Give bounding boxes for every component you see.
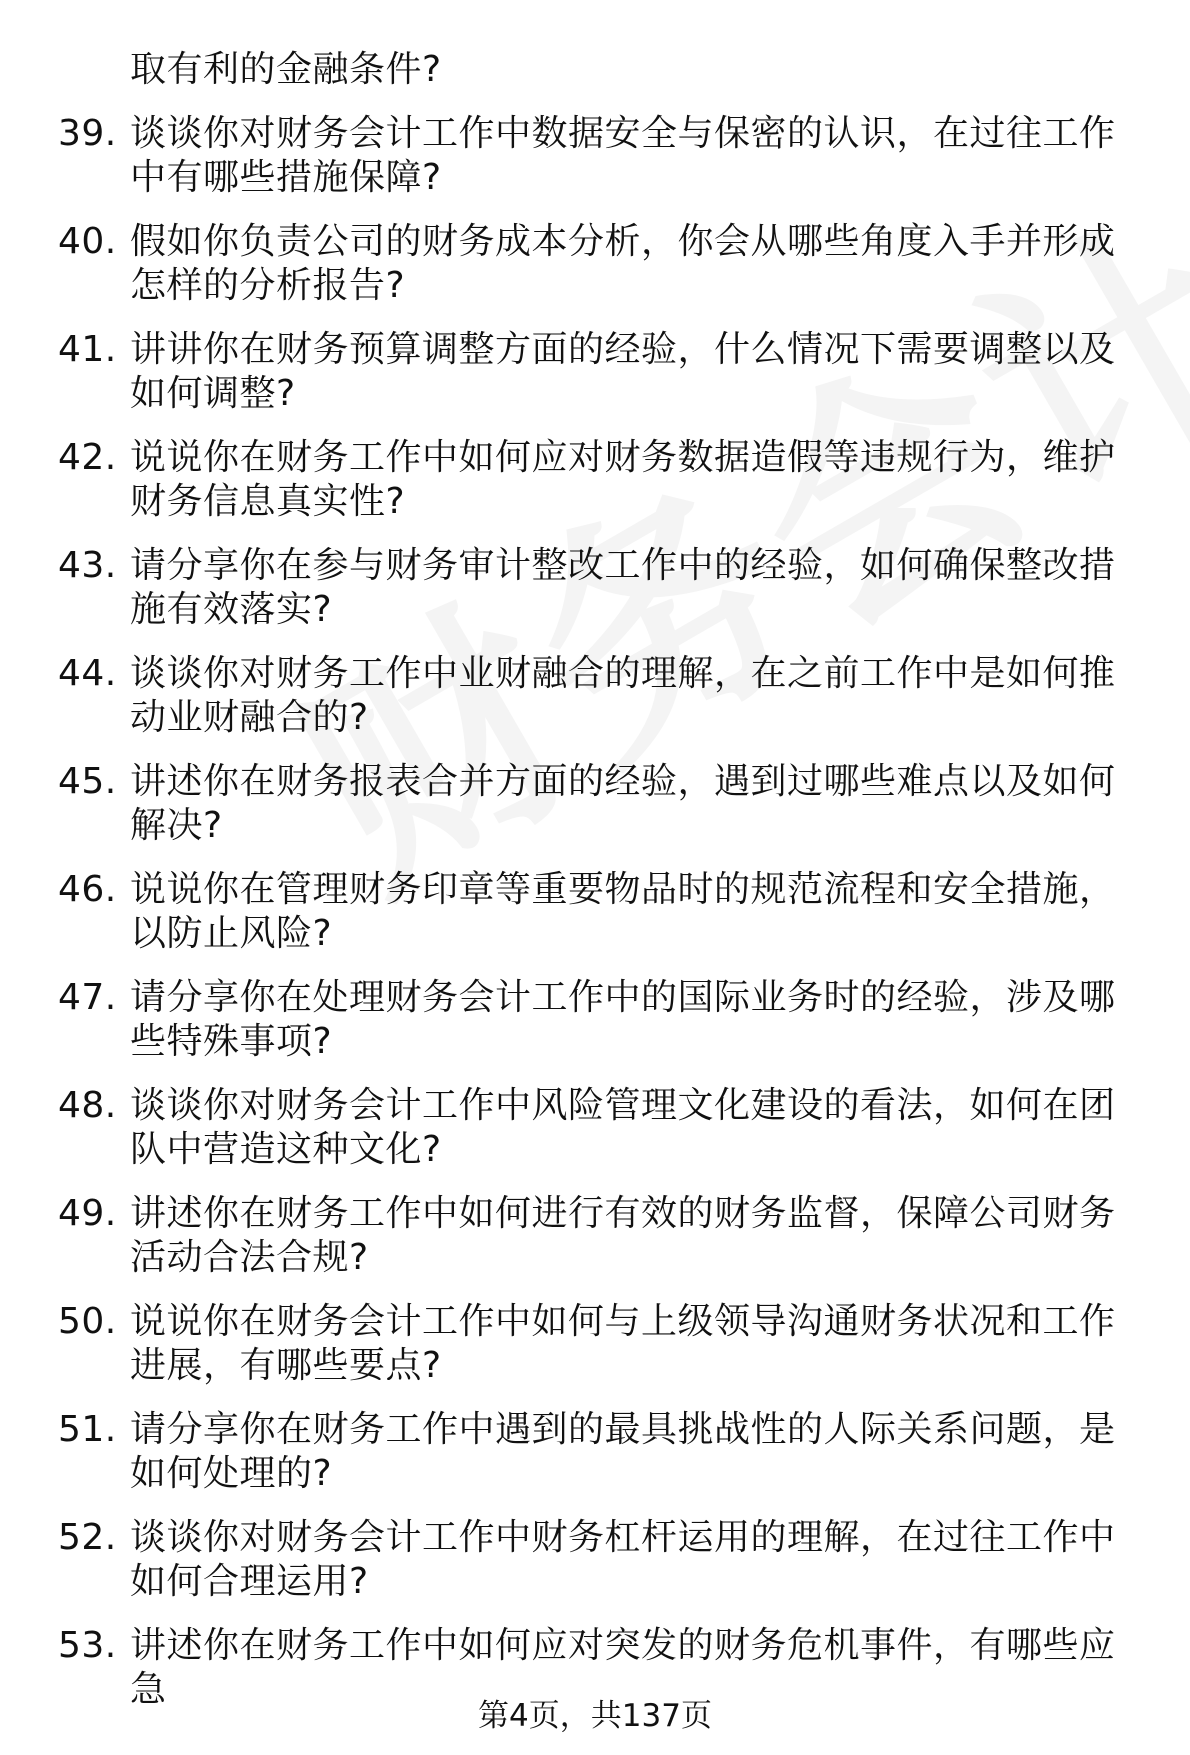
- question-text: 请分享你在财务工作中遇到的最具挑战性的人际关系问题，是如何处理的?: [130, 1409, 1116, 1494]
- question-text: 谈谈你对财务工作中业财融合的理解，在之前工作中是如何推动业财融合的?: [130, 653, 1116, 738]
- question-item: [0, 1408, 1150, 1496]
- question-text: 请分享你在参与财务审计整改工作中的经验，如何确保整改措施有效落实?: [130, 545, 1116, 630]
- question-number: 48.: [58, 1085, 117, 1126]
- question-text: 讲讲你在财务预算调整方面的经验，什么情况下需要调整以及如何调整?: [130, 329, 1116, 414]
- question-item: [0, 1192, 1150, 1280]
- question-number: 47.: [58, 977, 117, 1018]
- question-item: [0, 436, 1150, 524]
- question-text: 讲述你在财务报表合并方面的经验，遇到过哪些难点以及如何解决?: [130, 761, 1116, 846]
- question-number: 43.: [58, 545, 117, 586]
- question-item: [0, 760, 1150, 848]
- question-number: 44.: [58, 653, 117, 694]
- question-text: 假如你负责公司的财务成本分析，你会从哪些角度入手并形成怎样的分析报告?: [130, 221, 1116, 306]
- question-text: 讲述你在财务工作中如何应对突发的财务危机事件，有哪些应急: [130, 1625, 1116, 1710]
- question-number: 49.: [58, 1193, 117, 1234]
- question-number: 40.: [58, 221, 117, 262]
- question-item: [0, 328, 1150, 416]
- page-footer: 第4页，共137页: [478, 1698, 712, 1734]
- question-list: [0, 48, 1190, 1712]
- continued-question-text: 取有利的金融条件?: [130, 49, 442, 90]
- question-number: 52.: [58, 1517, 117, 1558]
- question-item: [0, 1084, 1150, 1172]
- question-item: [0, 1516, 1150, 1604]
- question-item: [0, 220, 1150, 308]
- question-number: 45.: [58, 761, 117, 802]
- question-number: 46.: [58, 869, 117, 910]
- question-text: 讲述你在财务工作中如何进行有效的财务监督，保障公司财务活动合法合规?: [130, 1193, 1116, 1278]
- question-number: 41.: [58, 329, 117, 370]
- question-text: 谈谈你对财务会计工作中数据安全与保密的认识，在过往工作中有哪些措施保障?: [130, 113, 1116, 198]
- question-text: 请分享你在处理财务会计工作中的国际业务时的经验，涉及哪些特殊事项?: [130, 977, 1116, 1062]
- question-text: 说说你在管理财务印章等重要物品时的规范流程和安全措施，以防止风险?: [130, 869, 1116, 954]
- question-item: [0, 112, 1150, 200]
- question-number: 51.: [58, 1409, 117, 1450]
- question-item: [0, 544, 1150, 632]
- question-text: 说说你在财务工作中如何应对财务数据造假等违规行为，维护财务信息真实性?: [130, 437, 1116, 522]
- question-item: [0, 868, 1150, 956]
- question-text: 谈谈你对财务会计工作中风险管理文化建设的看法，如何在团队中营造这种文化?: [130, 1085, 1116, 1170]
- question-text: 谈谈你对财务会计工作中财务杠杆运用的理解，在过往工作中如何合理运用?: [130, 1517, 1116, 1602]
- question-item: [0, 1300, 1150, 1388]
- question-item: [0, 652, 1150, 740]
- question-text: 说说你在财务会计工作中如何与上级领导沟通财务状况和工作进展，有哪些要点?: [130, 1301, 1116, 1386]
- question-item: [0, 976, 1150, 1064]
- question-number: 39.: [58, 113, 117, 154]
- question-number: 50.: [58, 1301, 117, 1342]
- question-number: 42.: [58, 437, 117, 478]
- question-number: 53.: [58, 1625, 117, 1666]
